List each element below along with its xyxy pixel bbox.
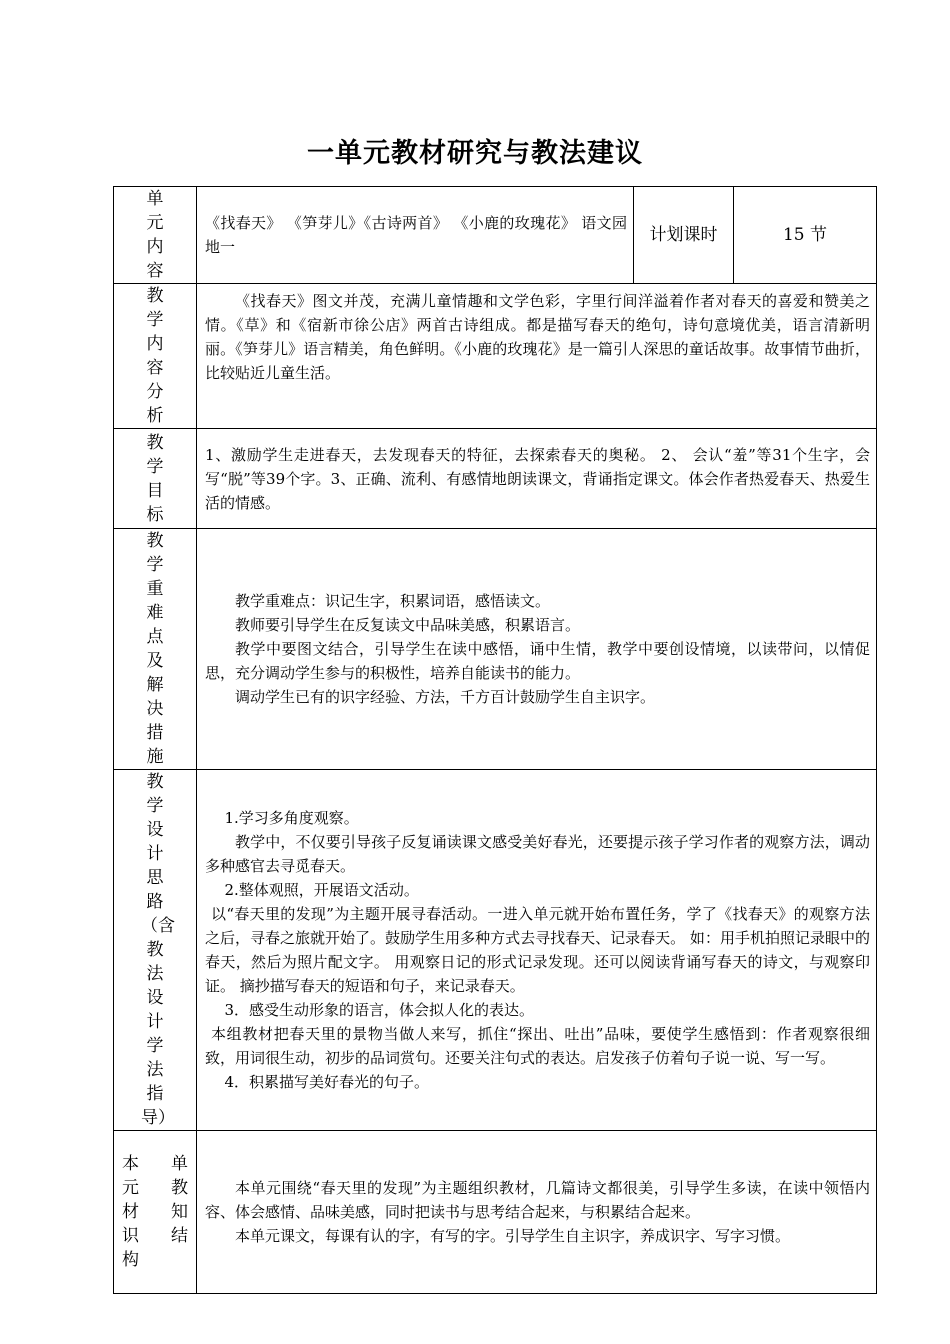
- label-content-analysis: 教学内容分析: [114, 284, 197, 429]
- label-char: 教: [171, 1178, 188, 1198]
- design-ideas-p1: 1.学习多角度观察。: [224, 809, 359, 827]
- knowledge-structure-label-line: [122, 1176, 188, 1200]
- knowledge-structure-cell: [197, 1131, 877, 1294]
- label-char: 单: [171, 1154, 188, 1174]
- key-points-cell: [197, 529, 877, 770]
- lesson-table: [113, 186, 877, 1294]
- planned-hours-value: 15 节: [734, 187, 877, 284]
- key-points-p4: 调动学生已有的识字经验、方法，千方百计鼓励学生自主识字。: [235, 688, 656, 706]
- knowledge-structure-p1: 本单元围绕“春天里的发现”为主题组织教材，几篇诗文都很美，引导学生多读，在读中领悟内容、体会感情、品味美感，同时把读书与思考结合起来，与积累结合起来。: [205, 1179, 870, 1221]
- label-char: 本: [122, 1154, 139, 1174]
- row-key-points: [114, 529, 877, 770]
- teaching-goals-text: 1、激励学生走进春天，去发现春天的特征，去探索春天的奥秘。 2、 会认“羞”等31个生字，会写“脱”等39个字。3、正确、流利、有感情地朗读课文，背诵指定课文。体会作者热爱春天、热爱生活的情感。: [205, 445, 870, 512]
- label-unit-content: 单元内容: [114, 187, 197, 284]
- design-ideas-p3: 2.整体观照，开展语文活动。: [224, 881, 419, 899]
- row-teaching-goals: [114, 429, 877, 529]
- design-ideas-p5: 3．感受生动形象的语言，体会拟人化的表达。: [224, 1001, 535, 1019]
- label-char: 材: [122, 1202, 139, 1222]
- row-content-analysis: [114, 284, 877, 429]
- key-points-p3: 教学中要图文结合，引导学生在读中感悟，诵中生情，教学中要创设情境，以读带问，以情促思，充分调动学生参与的积极性，培养自能读书的能力。: [205, 640, 870, 682]
- label-char: 构: [122, 1250, 139, 1270]
- row-unit-content: [114, 187, 877, 284]
- label-char: 元: [122, 1178, 139, 1198]
- knowledge-structure-p2: 本单元课文，每课有认的字，有写的字。引导学生自主识字，养成识字、写字习惯。: [235, 1227, 791, 1245]
- design-ideas-p6: 本组教材把春天里的景物当做人来写，抓住“探出、吐出”品味，要使学生感悟到：作者观察很细致，用词很生动，初步的品词赏句。还要关注句式的表达。启发孩子仿着句子说一说、写一写。: [205, 1025, 870, 1067]
- knowledge-structure-label-line: [122, 1152, 188, 1176]
- content-analysis-text: 《找春天》图文并茂，充满儿童情趣和文学色彩，字里行间洋溢着作者对春天的喜爱和赞美之情。《草》和《宿新市徐公店》两首古诗组成。都是描写春天的绝句，诗句意境优美，语言清新明丽。《笋芽儿》语言精美，角色鲜明。《小鹿的玫瑰花》是一篇引人深思的童话故事。故事情节曲折，比较贴近儿童生活。: [205, 292, 870, 382]
- content-analysis-cell: [197, 284, 877, 429]
- design-ideas-p2: 教学中，不仅要引导孩子反复诵读课文感受美好春光，还要提示孩子学习作者的观察方法，调动多种感官去寻觅春天。: [205, 833, 870, 875]
- label-char: 知: [171, 1202, 188, 1222]
- design-ideas-cell: [197, 770, 877, 1131]
- teaching-goals-cell: [197, 429, 877, 529]
- knowledge-structure-label-line: [122, 1224, 188, 1248]
- label-planned-hours: 计划课时: [634, 187, 734, 284]
- design-ideas-p7: 4．积累描写美好春光的句子。: [224, 1073, 430, 1091]
- label-char: 结: [171, 1226, 188, 1246]
- label-knowledge-structure: [114, 1131, 197, 1294]
- label-design-ideas: 教学设计思路（含教法设计学法指导）: [114, 770, 197, 1131]
- row-design-ideas: [114, 770, 877, 1131]
- key-points-p1: 教学重难点：识记生字，积累词语，感悟读文。: [235, 592, 551, 610]
- label-key-points: 教学重难点及解决措施: [114, 529, 197, 770]
- page-title: 一单元教材研究与教法建议: [307, 138, 643, 169]
- knowledge-structure-label-line: [122, 1200, 188, 1224]
- label-char: 识: [122, 1226, 139, 1246]
- knowledge-structure-label-grid: [114, 1152, 196, 1272]
- label-teaching-goals: 教学目标: [114, 429, 197, 529]
- design-ideas-p4: 以“春天里的发现”为主题开展寻春活动。一进入单元就开始布置任务，学了《找春天》的观察方法之后，寻春之旅就开始了。鼓励学生用多种方式去寻找春天、记录春天。 如：用手机拍照记录眼中的春天，然后为照片配文字。 用观察日记的形式记录发现。还可以阅读背诵写春天的诗文，与观察印证。 摘抄描写春天的短语和句子，来记录春天。: [205, 905, 870, 995]
- knowledge-structure-label-line: [122, 1248, 188, 1272]
- key-points-p2: 教师要引导学生在反复读文中品味美感，积累语言。: [235, 616, 581, 634]
- row-knowledge-structure: [114, 1131, 877, 1294]
- unit-content-text: 《找春天》 《笋芽儿》《古诗两首》 《小鹿的玫瑰花》 语文园地一: [197, 187, 634, 284]
